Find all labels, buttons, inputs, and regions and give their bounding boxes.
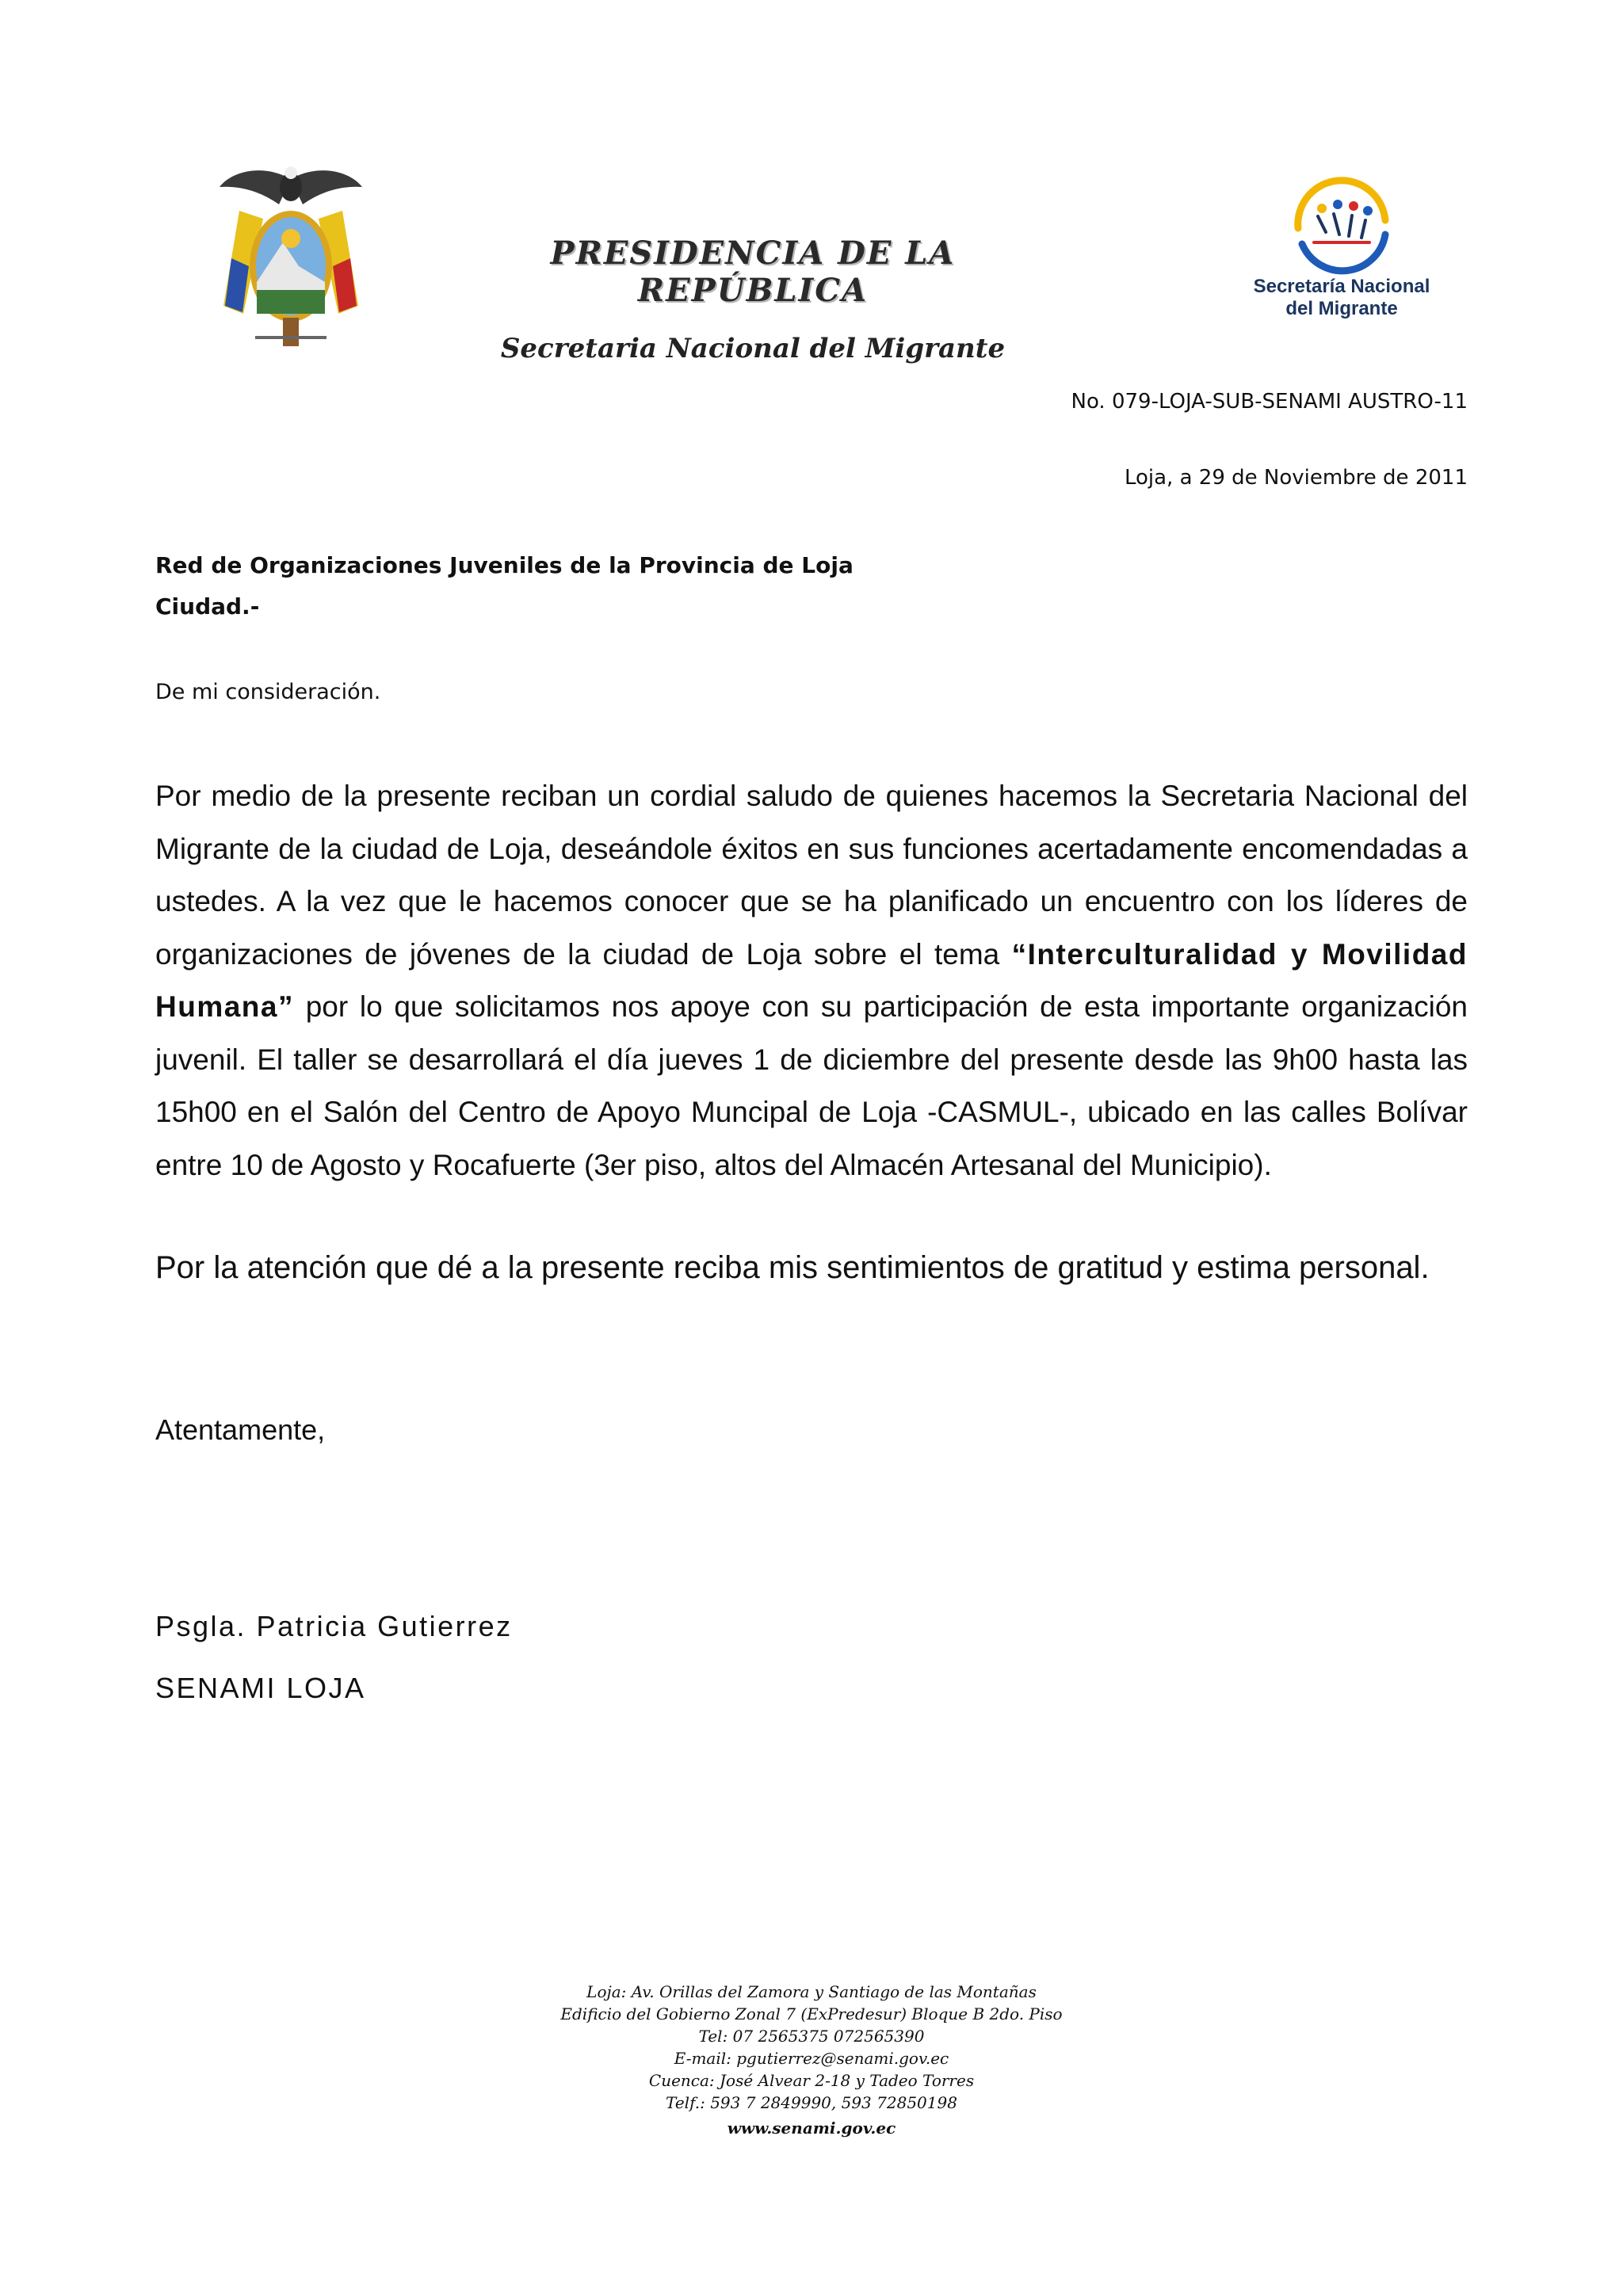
department-title: Secretaria Nacional del Migrante (500, 333, 1006, 364)
institution-title: PRESIDENCIA DE LA REPÚBLICA (550, 235, 956, 309)
footer-website-link[interactable]: www.senami.gov.ec (727, 2119, 896, 2138)
logo-text-line2: del Migrante (1285, 298, 1398, 319)
addressee-block (155, 545, 854, 627)
signer-name: Psgla. Patricia Gutierrez (155, 1610, 513, 1642)
letter-date: Loja, a 29 de Noviembre de 2011 (1124, 466, 1468, 490)
senami-emblem-icon (1282, 173, 1401, 276)
footer-line: Cuenca: José Alvear 2-18 y Tadeo Torres (648, 2071, 975, 2090)
closing-paragraph: Por la atención que dé a la presente reciba mis sentimientos de gratitud y estima personal. (155, 1250, 1430, 1285)
body-text-part2: por lo que solicitamos nos apoye con su participación de esta importante organización juvenil. El taller se desarrollará el día jueves 1 de diciembre del presente desde las 9h00 hasta las 15h00 en el Salón del Centro de Apoyo Muncipal de Loja -CASMUL-, ubicado en las calles Bolívar entre 10 de Agosto y Rocafuerte (3er piso, altos del Almacén Artesanal del Municipio). (155, 990, 1468, 1181)
footer-line: Tel: 07 2565375 072565390 (698, 2027, 925, 2046)
logo-text-line1: Secretaría Nacional (1253, 276, 1430, 297)
footer-email[interactable]: E-mail: pgutierrez@senami.gov.ec (674, 2049, 949, 2068)
letterhead (444, 235, 1062, 364)
footer-address (415, 1981, 1208, 2139)
footer-line: Loja: Av. Orillas del Zamora y Santiago de las Montañas (586, 1982, 1037, 2001)
footer-line: Telf.: 593 7 2849990, 593 72850198 (666, 2093, 957, 2112)
addressee-city: Ciudad.- (155, 593, 260, 620)
salutation: De mi consideración. (155, 680, 381, 704)
body-paragraph (155, 770, 1468, 1192)
senami-logo (1251, 173, 1433, 331)
reference-number: No. 079-LOJA-SUB-SENAMI AUSTRO-11 (1071, 390, 1468, 414)
footer-line: Edificio del Gobierno Zonal 7 (ExPredesur) Bloque B 2do. Piso (560, 2004, 1063, 2023)
signature-block (155, 1596, 513, 1719)
body-text-part1: Por medio de la presente reciban un cordial saludo de quienes hacemos la Secretaria Nacional del Migrante de la ciudad de Loja, deseándole éxitos en sus funciones acertadamente encomendadas a ustedes. A la vez que le hacemos conocer que se ha planificado un encuentro con los líderes de organizaciones de jóvenes de la ciudad de Loja sobre el tema (155, 780, 1468, 971)
addressee-name: Red de Organizaciones Juveniles de la Provincia de Loja (155, 552, 854, 578)
signer-office: SENAMI LOJA (155, 1672, 366, 1704)
coat-of-arms-icon (208, 155, 374, 353)
regards: Atentamente, (155, 1413, 326, 1446)
body-emphasis: “Interculturalidad y Movilidad Humana” (155, 937, 1468, 1023)
